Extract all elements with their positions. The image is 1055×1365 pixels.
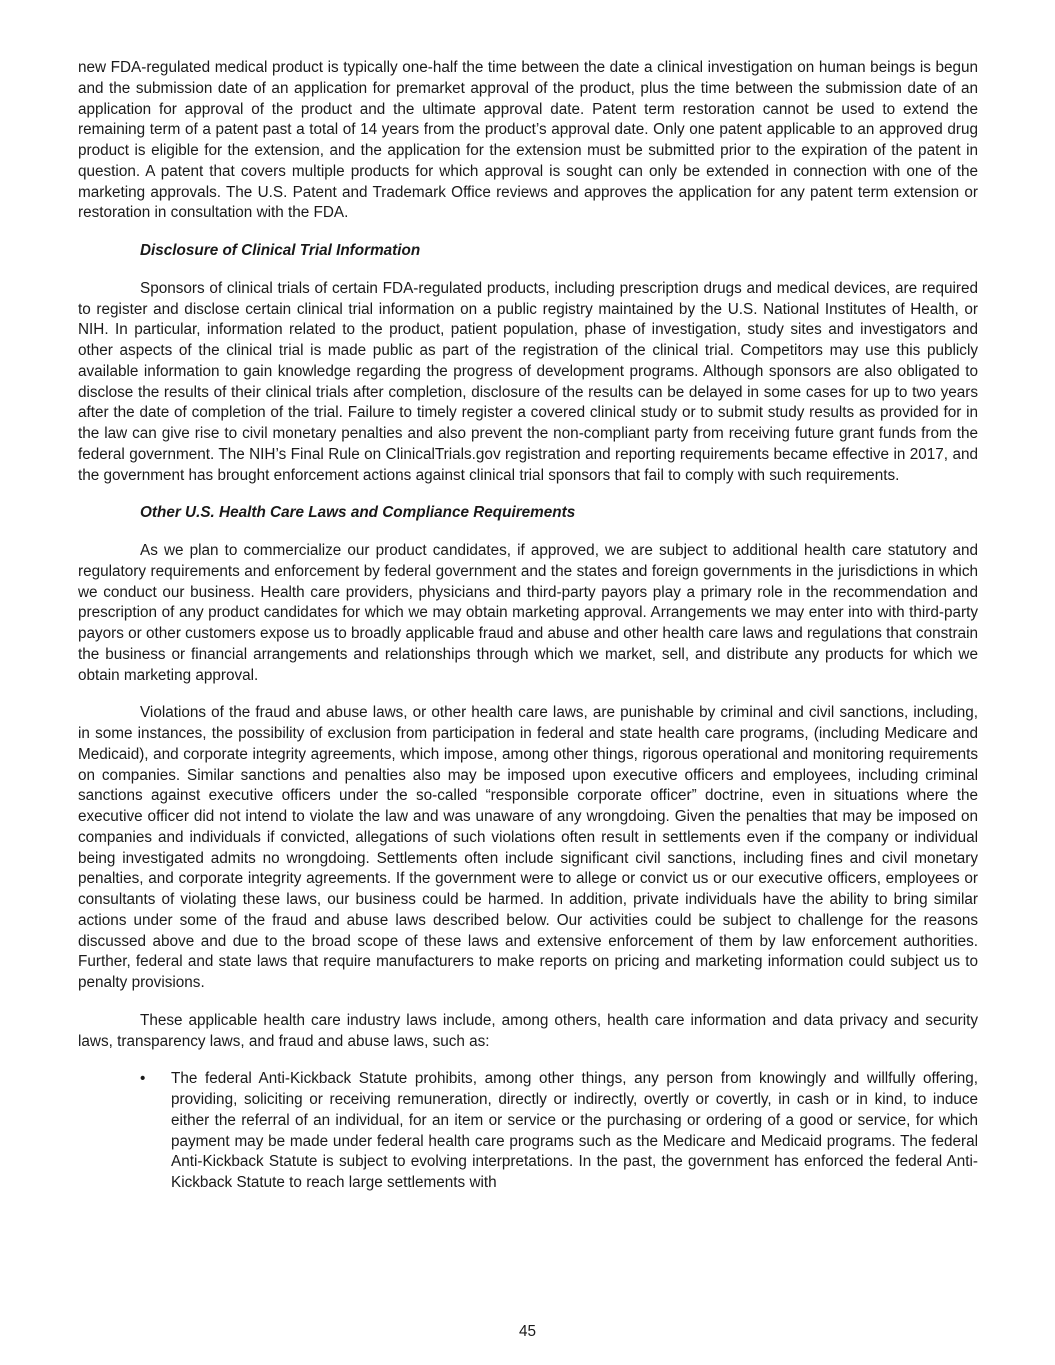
page-number: 45: [518, 1323, 536, 1340]
heading-disclosure-clinical-trial: Disclosure of Clinical Trial Information: [140, 242, 421, 259]
bullet-marker: •: [140, 1070, 146, 1088]
heading-other-health-care-laws: Other U.S. Health Care Laws and Compliance Requirements: [140, 504, 576, 522]
bullet-item-anti-kickback: [78, 1069, 978, 1194]
paragraph-violations: Violations of the fraud and abuse laws, or other health care laws, are punishable by criminal and civil sanctions, including, in some instances, the possibility of exclusion from participation in federal and state health care programs, (including Medicare and Medicaid), and corporate integrity agreements, which impose, among other things, rigorous operational and monitoring requirements on companies. Similar sanctions and penalties also may be imposed upon executive officers and employees, including criminal sanctions against executive officers under the so-called “responsible corporate officer” doctrine, even in situations where the executive officer did not intend to violate the law and was unaware of any wrongdoing. Given the penalties that may be imposed on companies and individuals if convicted, allegations of such violations often result in settlements even if the company or individual being investigated admits no wrongdoing. Settlements often include significant civil sanctions, including fines and civil monetary penalties, and corporate integrity agreements. If the government were to allege or convict us or our executive officers, employees or consultants of violating these laws, our business could be harmed. In addition, private individuals have the ability to bring similar actions under some of the fraud and abuse laws described below. Our activities could be subject to challenge for the reasons discussed above and due to the broad scope of these laws and extensive enforcement of them by law enforcement authorities. Further, federal and state laws that require manufacturers to make reports on pricing and marketing information could subject us to penalty provisions.: [78, 704, 978, 991]
paragraph-patent-term: new FDA-regulated medical product is typically one-half the time between the date a clinical investigation on human beings is begun and the submission date of an application for premarket approval of the product, plus the time between the submission date of an application for approval of the product and the ultimate approval date. Patent term restoration cannot be used to extend the remaining term of a patent past a total of 14 years from the product’s approval date. Only one patent applicable to an approved drug product is eligible for the extension, and the application for the extension must be submitted prior to the expiration of the patent in question. A patent that covers multiple products for which approval is sought can only be extended in connection with one of the marketing approvals. The U.S. Patent and Trademark Office reviews and approves the application for any patent term extension or restoration in consultation with the FDA.: [78, 59, 978, 222]
document-body: [78, 58, 978, 1194]
paragraph-clinical-trial: Sponsors of clinical trials of certain FDA-regulated products, including prescription drugs and medical devices, are required to register and disclose certain clinical trial information on a public registry maintained by the U.S. National Institutes of Health, or NIH. In particular, information related to the product, patient population, phase of investigation, study sites and investigators and other aspects of the clinical trial is made public as part of the registration of the clinical trial. Competitors may use this publicly available information to gain knowledge regarding the progress of development programs. Although sponsors are also obligated to disclose the results of their clinical trials after completion, disclosure of the results can be delayed in some cases for up to two years after the date of completion of the trial. Failure to timely register a covered clinical study or to submit study results as provided for in the law can give rise to civil monetary penalties and also prevent the non-compliant party from receiving future grant funds from the federal government. The NIH’s Final Rule on ClinicalTrials.gov registration and reporting requirements became effective in 2017, and the government has brought enforcement actions against clinical trial sponsors that fail to comply with such requirements.: [78, 279, 978, 484]
paragraph-applicable-laws: These applicable health care industry laws include, among others, health care information and data privacy and security laws, transparency laws, and fraud and abuse laws, such as:: [78, 1011, 978, 1050]
paragraph-commercialize: As we plan to commercialize our product candidates, if approved, we are subject to additional health care statutory and regulatory requirements and enforcement by federal government and the states and foreign governments in the jurisdictions in which we conduct our business. Health care providers, physicians and third-party payors play a primary role in the recommendation and prescription of any product candidates for which we may obtain marketing approval. Arrangements we may enter into with third-party payors or other customers expose us to broadly applicable fraud and abuse and other health care laws and regulations that constrain the business or financial arrangements and relationships through which we market, sell, and distribute any products for which we obtain marketing approval.: [78, 542, 978, 684]
bullet-text: The federal Anti-Kickback Statute prohibits, among other things, any person from knowingly and willfully offering, providing, soliciting or receiving remuneration, directly or indirectly, overtly or covertly, in cash or in kind, to induce either the referral of an individual, for an item or service or the purchasing or ordering of a good or service, for which payment may be made under federal health care programs such as the Medicare and Medicaid programs. The federal Anti-Kickback Statute is subject to evolving interpretations. In the past, the government has enforced the federal Anti-Kickback Statute to reach large settlements with: [171, 1070, 978, 1191]
bullet-list: [78, 1069, 978, 1194]
